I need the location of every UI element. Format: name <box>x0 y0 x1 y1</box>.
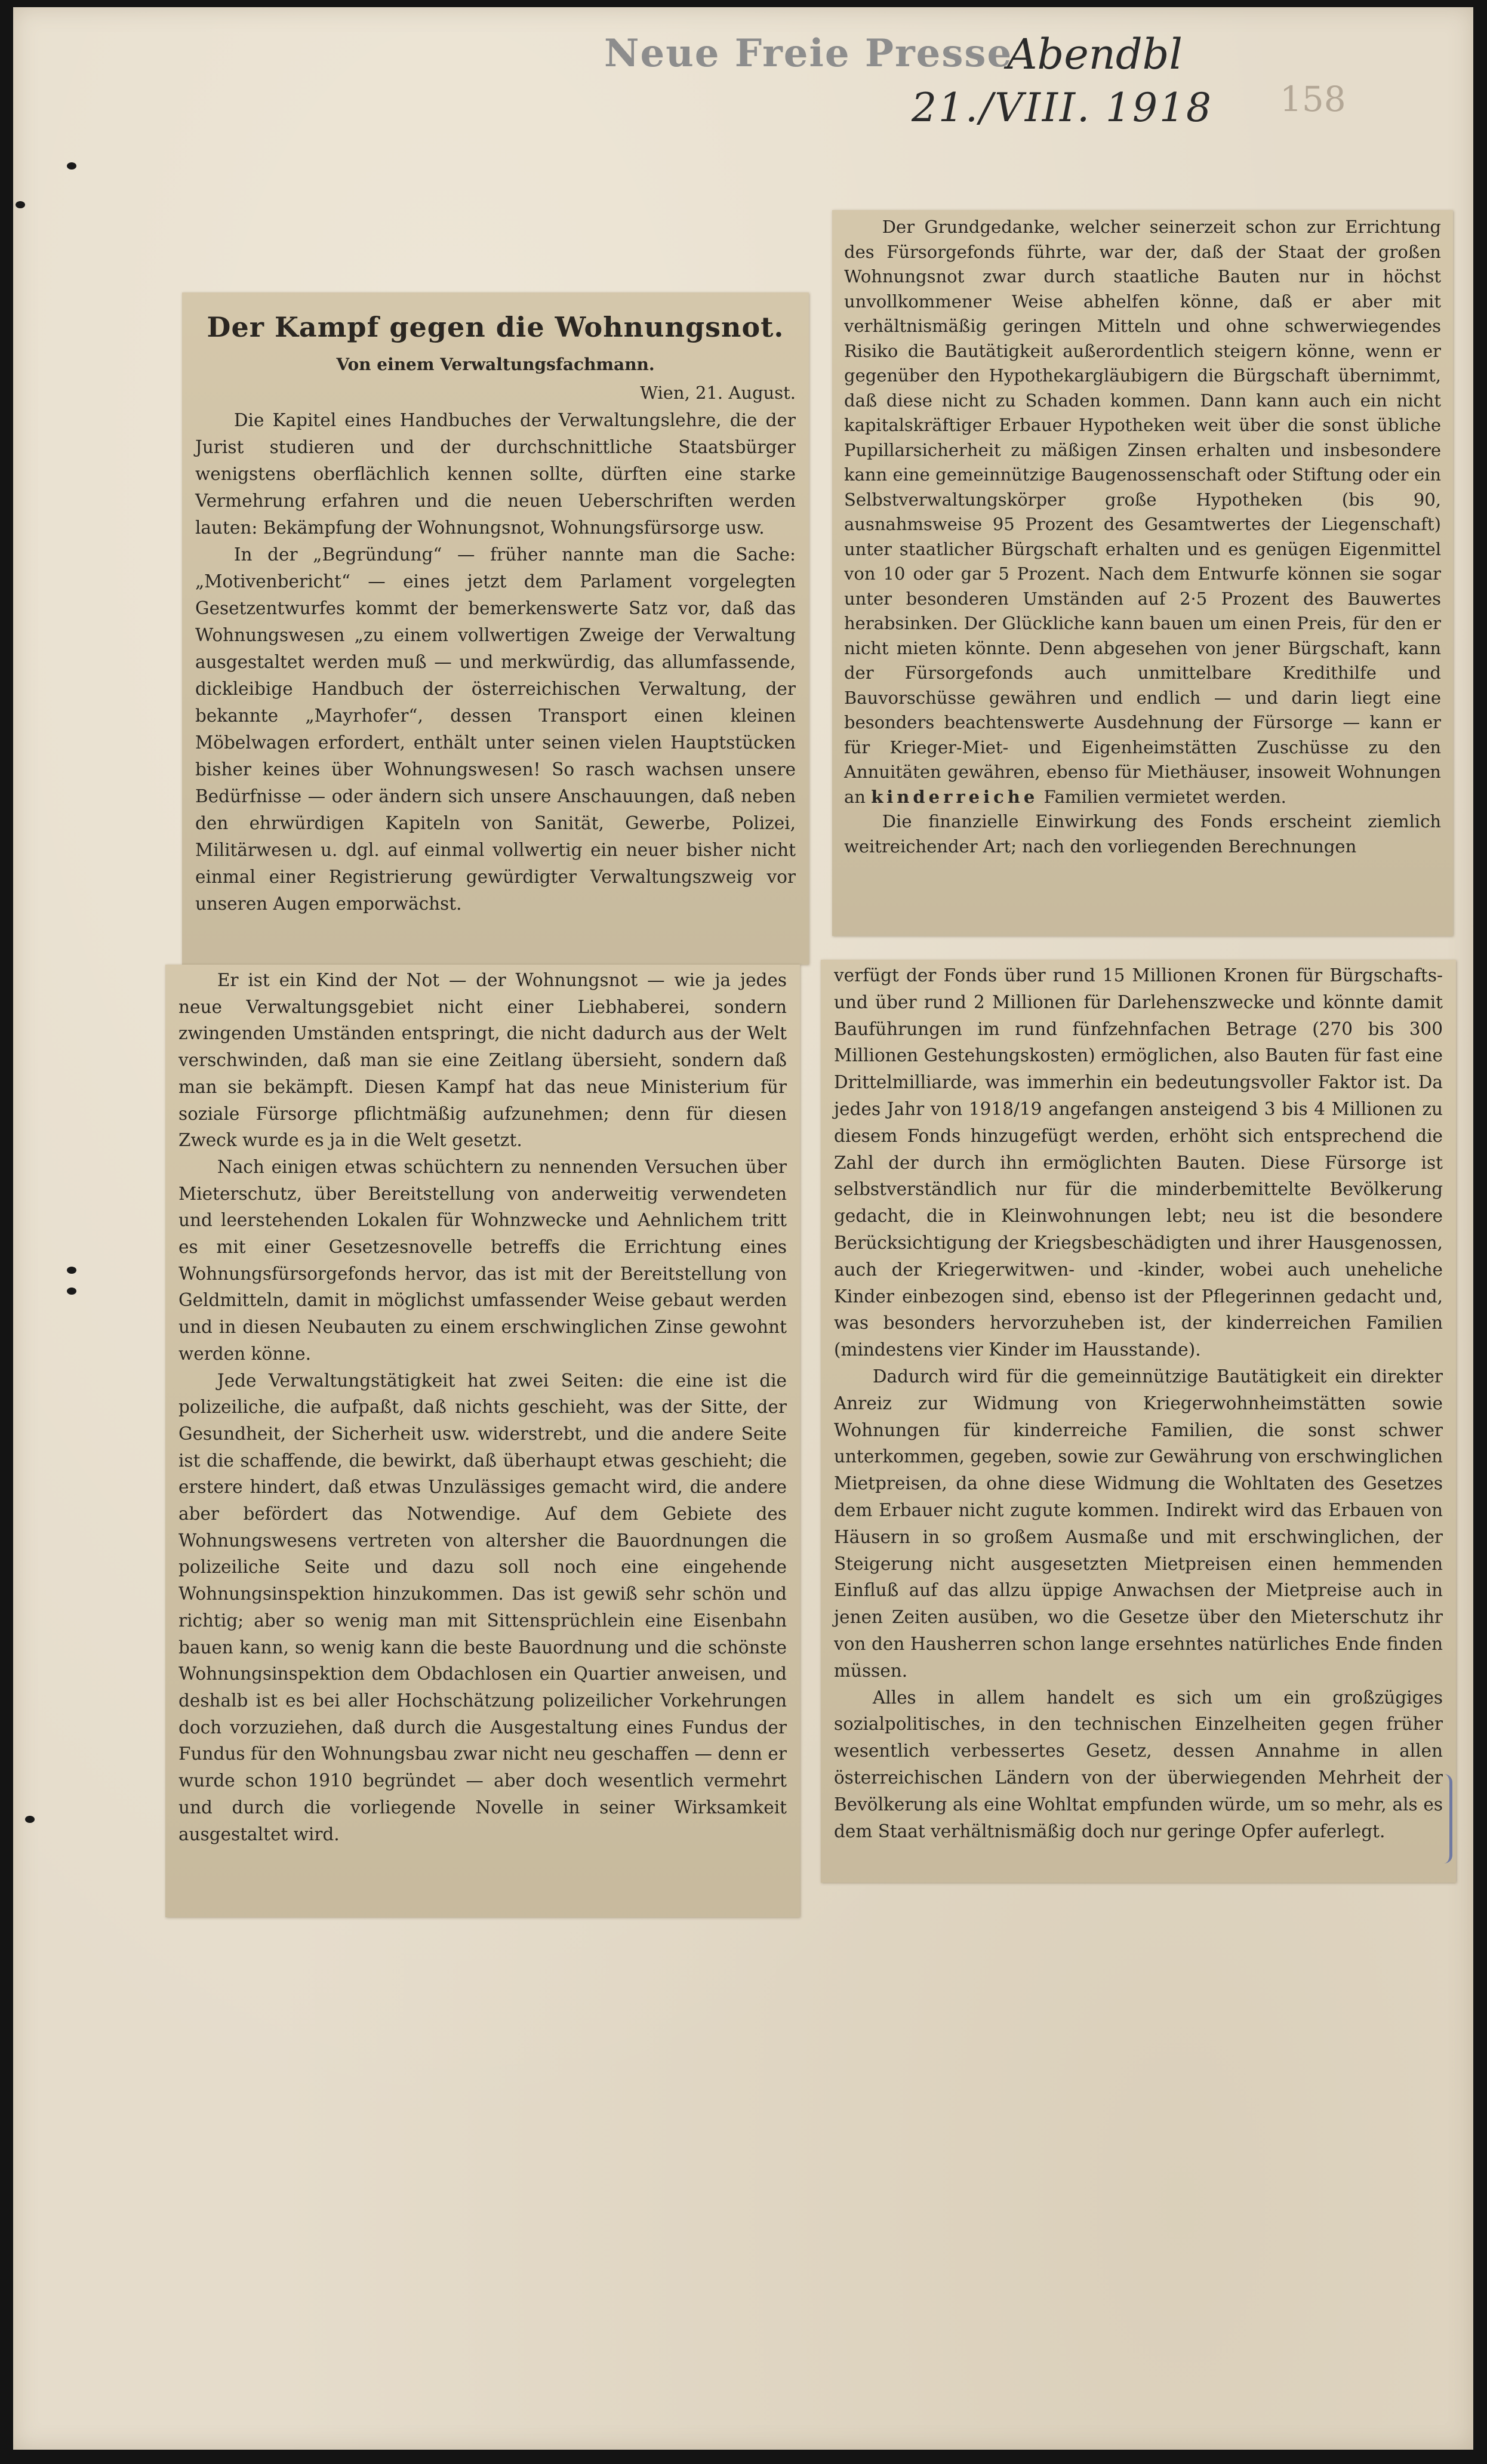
binding-hole <box>67 1267 76 1274</box>
article-paragraph: Nach einigen etwas schüchtern zu nennenden Versuchen über Mieterschutz, über Bereitstellung von anderweitig verwendeten und leerstehenden Lokalen für Wohnzwecke und Aehnlichem tritt es mit einer Gesetzesnovelle betreffs die Errichtung eines Wohnungsfürsorgefonds hervor, das ist mit der Bereitstellung von Geldmitteln, damit in möglichst umfassender Weise gebaut werden und in diesen Neubauten zu einem erschwinglichen Zinse gewohnt werden könne. <box>178 1156 787 1364</box>
handwritten-edition-note: Abendbl <box>1007 30 1183 79</box>
paragraph-text: Der Grundgedanke, welcher seinerzeit schon zur Errichtung des Fürsorgefonds führte, war der, daß der Staat der großen Wohnungsnot zwar durch staatliche Bauten nur in höchst unvollkommener Weise abhelfen könne, daß er aber mit verhältnismäßig geringen Mitteln und ohne schwerwiegendes Risiko die Bautätigkeit außerordentlich steigern könne, wenn er gegenüber den Hypothekargläubigern die Bürgschaft übernimmt, daß diese nicht zu Schaden kommen. Dann kann auch ein nicht kapitalskräftiger Erbauer Hypotheken weit über die sonst übliche Pupillarsicherheit zu mäßigen Zinsen erhalten und insbesondere kann eine gemeinnützige Baugenossenschaft oder Stiftung oder ein Selbstverwaltungskörper große Hypotheken (bis 90, ausnahmsweise 95 Prozent des Gesamtwertes der Liegenschaft) unter staatlicher Bürgschaft erhalten und es genügen Eigenmittel von 10 oder gar 5 Prozent. Nach dem Entwurfe können sie sogar unter besonderen Umständen auf 2·5 Prozent des Bauwertes herabsinken. Der Glückliche kann bauen um einen Preis, für den er nicht mieten könnte. Denn abgesehen von jener Bürgschaft, kann der Fürsorgefonds auch unmittelbare Kredithilfe und Bauvorschüsse gewähren und endlich — und darin liegt eine besonders beachtenswerte Ausdehnung der Fürsorge — kann er für Krieger-Miet- und Eigenheimstätten Zuschüsse zu den Annuitäten gewähren, ebenso für Miethäuser, insoweit Wohnungen an <box>844 217 1441 807</box>
article-paragraph: Die finanzielle Einwirkung des Fonds erscheint ziemlich weitreichender Art; nach den vorliegenden Berechnungen <box>844 811 1441 857</box>
scan-sheet <box>13 7 1473 2450</box>
article-paragraph: Jede Verwaltungstätigkeit hat zwei Seiten: die eine ist die polizeiliche, die aufpaßt, daß nichts geschieht, was der Sitte, der Gesundheit, der Sicherheit usw. widerstrebt, und die andere Seite ist die schaffende, die bewirkt, daß überhaupt etwas geschieht; die erstere hindert, daß etwas Unzulässiges gemacht wird, die andere aber befördert das Notwendige. Auf dem Gebiete des Wohnungswesens vertreten von altersher die Bauordnungen die polizeiliche Seite und dazu soll noch eine eingehende Wohnungsinspektion hinzukommen. Das ist gewiß sehr schön und richtig; aber so wenig man mit Sittensprüchlein eine Eisenbahn bauen kann, so wenig kann die beste Bauordnung und die schönste Wohnungsinspektion dem Obdachlosen ein Quartier anweisen, und deshalb ist es bei aller Hochschätzung polizeilicher Vorkehrungen doch vorzuziehen, daß durch die Ausgestaltung eines Fundus der Fundus für den Wohnungsbau zwar nicht neu geschaffen — denn er wurde schon 1910 begründet — aber doch wesentlich vermehrt und durch die vorliegende Novelle in seiner Wirksamkeit ausgestaltet wird. <box>178 1370 787 1844</box>
binding-hole <box>25 1816 35 1823</box>
clipping-column-2-top <box>832 210 1453 936</box>
paragraph-text: Familien vermietet werden. <box>1043 786 1286 807</box>
clipping-column-1-bottom <box>165 965 800 1917</box>
clipping-column-2-bottom <box>821 960 1456 1883</box>
article-byline: Von einem Verwaltungsfachmann. <box>336 355 655 374</box>
article-paragraph: In der „Begründung“ — früher nannte man die Sache: „Motivenbericht“ — eines jetzt dem Parlament vorgelegten Gesetzentwurfes kommt der bemerkenswerte Satz vor, daß das Wohnungswesen „zu einem vollwertigen Zweige der Verwaltung ausgestaltet werden muß — und merkwürdig, das allumfassende, dickleibige Handbuch der österreichischen Verwaltung, der bekannte „Mayrhofer“, dessen Transport einen kleinen Möbelwagen erfordert, enthält unter seinen vielen Hauptstücken bisher keines über Wohnungswesen! So rasch wachsen unsere Bedürfnisse — oder ändern sich unsere Anschauungen, daß neben den ehrwürdigen Kapiteln von Sanität, Gewerbe, Polizei, Militärwesen u. dgl. auf einmal vollwertig ein neuer bisher nicht einmal einer Registrierung gewürdigter Verwaltungszweig vor unseren Augen emporwächst. <box>195 544 796 914</box>
binding-hole <box>67 162 76 170</box>
article-dateline: Wien, 21. August. <box>640 383 796 403</box>
newspaper-masthead: Neue Freie Presse <box>604 31 1013 76</box>
binding-hole <box>67 1288 76 1295</box>
article-paragraph: Die Kapitel eines Handbuches der Verwaltungslehre, die der Jurist studieren und der durchschnittliche Staatsbürger wenigstens oberflächlich kennen sollte, dürften eine starke Vermehrung erfahren und die neuen Ueberschriften werden lauten: Bekämpfung der Wohnungsnot, Wohnungsfürsorge usw. <box>195 410 796 538</box>
folio-number: 158 <box>1280 79 1346 119</box>
clipping-column-1-top <box>182 292 809 965</box>
pencil-mark <box>1436 1774 1452 1864</box>
binding-hole <box>16 201 25 208</box>
handwritten-date: 21./VIII. 1918 <box>912 85 1213 131</box>
article-paragraph: Er ist ein Kind der Not — der Wohnungsnot — wie ja jedes neue Verwaltungsgebiet nicht einer Liebhaberei, sondern zwingenden Umständen entspringt, die nicht dadurch aus der Welt verschwinden, daß man sie eine Zeitlang übersieht, sondern daß man sie bekämpft. Diesen Kampf hat das neue Ministerium für soziale Fürsorge pflichtmäßig aufzunehmen; denn für diesen Zweck wurde es ja in die Welt gesetzt. <box>178 970 787 1151</box>
article-paragraph <box>844 215 1441 809</box>
article-title: Der Kampf gegen die Wohnungsnot. <box>207 311 784 343</box>
article-paragraph: Dadurch wird für die gemeinnützige Bautätigkeit ein direkter Anreiz zur Widmung von Kriegerwohnheimstätten sowie Wohnungen für kinderreiche Familien, die sonst schwer unterkommen, gegeben, sowie zur Gewährung von erschwinglichen Mietpreisen, da ohne diese Widmung die Wohltaten des Gesetzes dem Erbauer nicht zugute kommen. Indirekt wird das Erbauen von Häusern in so großem Ausmaße und mit erschwinglichen, der Steigerung nicht ausgesetzten Mietpreisen einen hemmenden Einfluß auf das allzu üppige Anwachsen der Mietpreise auch in jenen Zeiten ausüben, wo die Gesetze über den Mieterschutz ihr von den Hausherren schon lange ersehntes natürliches Ende finden müssen. <box>834 1366 1443 1681</box>
emphasized-word: kinderreiche <box>871 786 1039 807</box>
article-paragraph: Alles in allem handelt es sich um ein großzügiges sozialpolitisches, in den technischen Einzelheiten gegen früher wesentlich verbessertes Gesetz, dessen Annahme in allen österreichischen Ländern von der überwiegenden Mehrheit der Bevölkerung als eine Wohltat empfunden würde, um so mehr, als es dem Staat verhältnismäßig doch nur geringe Opfer auferlegt. <box>834 1687 1443 1841</box>
article-paragraph: verfügt der Fonds über rund 15 Millionen Kronen für Bürgschafts- und über rund 2 Millionen für Darlehenszwecke und könnte damit Bauführungen im rund fünfzehnfachen Betrage (270 bis 300 Millionen Gestehungskosten) ermöglichen, also Bauten für fast eine Drittelmilliarde, was immerhin ein bedeutungsvoller Faktor ist. Da jedes Jahr von 1918/19 angefangen ansteigend 3 bis 4 Millionen zu diesem Fonds hinzugefügt werden, erhöht sich entsprechend die Zahl der durch ihn ermöglichten Bauten. Diese Fürsorge ist selbstverständlich nur für die minderbemittelte Bevölkerung gedacht, die in Kleinwohnungen lebt; neu ist die besondere Berücksichtigung der Kriegsbeschädigten und ihrer Hausgenossen, auch der Kriegerwitwen- und -kinder, wobei auch uneheliche Kinder einbezogen sind, ebenso ist der Pflegerinnen gedacht und, was besonders hervorzuheben ist, der kinderreichen Familien (mindestens vier Kinder im Hausstande). <box>834 965 1443 1360</box>
